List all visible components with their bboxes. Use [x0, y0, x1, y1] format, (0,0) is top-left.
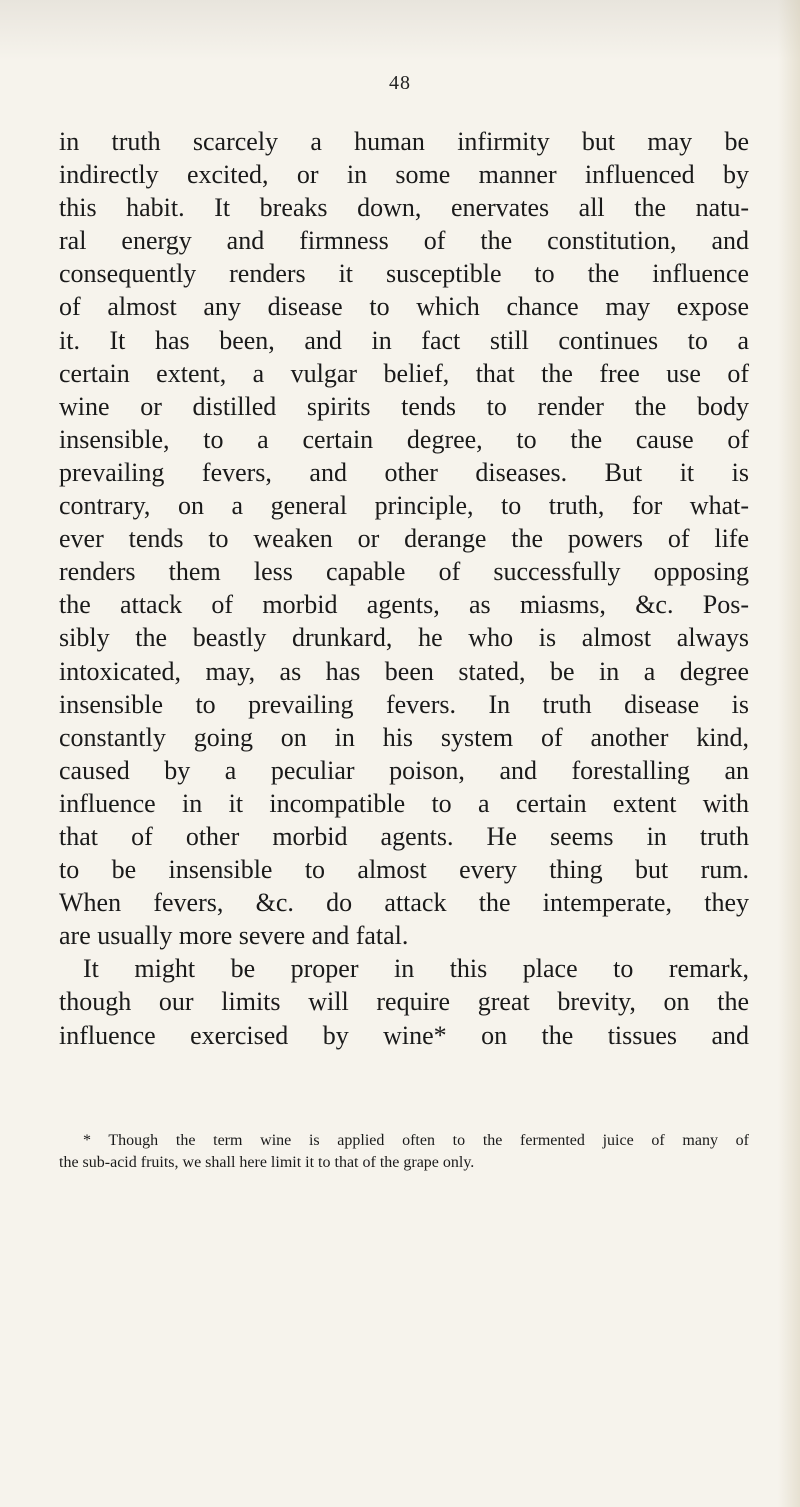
body-line: caused by a peculiar poison, and forestalling an	[59, 755, 749, 785]
body-line: that of other morbid agents. He seems in truth	[59, 821, 749, 851]
page-edge-shadow	[778, 0, 800, 1507]
body-line: it. It has been, and in fact still continues to a	[59, 325, 749, 355]
body-line: consequently renders it susceptible to the influence	[59, 259, 749, 289]
body-line: contrary, on a general principle, to truth, for what-	[59, 491, 749, 521]
body-line: certain extent, a vulgar belief, that the free use of	[59, 358, 749, 388]
body-line: It might be proper in this place to remark,	[83, 954, 749, 984]
body-line: influence exercised by wine* on the tissues and	[59, 1020, 749, 1050]
body-line: the attack of morbid agents, as miasms, &c. Pos-	[59, 590, 749, 620]
body-line: wine or distilled spirits tends to render the body	[59, 391, 749, 421]
body-line: of almost any disease to which chance may expose	[59, 292, 749, 322]
body-line: are usually more severe and fatal.	[59, 921, 409, 951]
body-line: though our limits will require great brevity, on the	[59, 987, 749, 1017]
body-line: When fevers, &c. do attack the intemperate, they	[59, 888, 749, 918]
body-text	[59, 125, 749, 1052]
body-line: sibly the beastly drunkard, he who is almost always	[59, 623, 749, 653]
body-line: prevailing fevers, and other diseases. But it is	[59, 457, 749, 487]
body-line: in truth scarcely a human infirmity but may be	[59, 127, 749, 156]
footnote-line: the sub-acid fruits, we shall here limit it to that of the grape only.	[59, 1154, 475, 1171]
body-line: ral energy and firmness of the constitution, and	[59, 226, 749, 256]
body-line: to be insensible to almost every thing but rum.	[59, 855, 749, 885]
body-line: insensible to prevailing fevers. In truth disease is	[59, 689, 749, 719]
body-line: this habit. It breaks down, enervates all the natu-	[59, 193, 749, 223]
body-line: intoxicated, may, as has been stated, be in a degree	[59, 656, 749, 686]
page-number: 48	[389, 72, 411, 94]
body-line: insensible, to a certain degree, to the cause of	[59, 424, 749, 454]
footnote	[59, 1130, 749, 1174]
body-line: constantly going on in his system of another kind,	[59, 722, 749, 752]
page-top-shadow	[0, 0, 800, 60]
footnote-line: * Though the term wine is applied often to the fermented juice of many of	[83, 1132, 749, 1149]
body-line: ever tends to weaken or derange the powers of life	[59, 524, 749, 554]
body-line: renders them less capable of successfully opposing	[59, 557, 749, 587]
body-line: indirectly excited, or in some manner influenced by	[59, 160, 749, 190]
body-line: influence in it incompatible to a certain extent with	[59, 788, 749, 818]
